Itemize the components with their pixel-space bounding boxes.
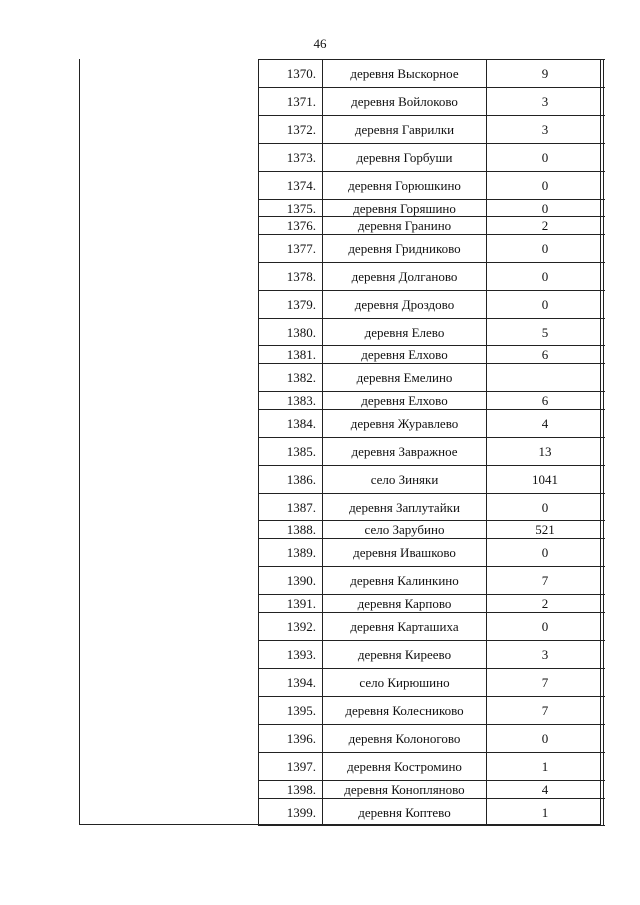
settlement-value: 0 <box>486 494 604 520</box>
row-number: 1393. <box>258 641 322 668</box>
row-number: 1380. <box>258 319 322 345</box>
settlement-value: 6 <box>486 346 604 363</box>
settlement-name: деревня Горбуши <box>322 144 486 171</box>
settlement-value: 3 <box>486 88 604 115</box>
row-number: 1374. <box>258 172 322 199</box>
settlement-name: деревня Конопляново <box>322 781 486 798</box>
table-row <box>258 538 605 566</box>
settlement-name: деревня Заплутайки <box>322 494 486 520</box>
table-row <box>258 465 605 493</box>
settlement-value: 2 <box>486 217 604 234</box>
row-number: 1390. <box>258 567 322 594</box>
table-row <box>258 594 605 612</box>
row-number: 1388. <box>258 521 322 538</box>
settlement-name: деревня Дроздово <box>322 291 486 318</box>
settlement-value: 0 <box>486 235 604 262</box>
row-number: 1399. <box>258 799 322 825</box>
row-number: 1378. <box>258 263 322 290</box>
settlement-value: 2 <box>486 595 604 612</box>
settlement-name: село Зарубино <box>322 521 486 538</box>
settlement-name: село Зиняки <box>322 466 486 493</box>
settlement-name: деревня Ивашково <box>322 539 486 566</box>
settlement-value: 0 <box>486 725 604 752</box>
settlement-value: 1041 <box>486 466 604 493</box>
settlement-name: деревня Гранино <box>322 217 486 234</box>
row-number: 1384. <box>258 410 322 437</box>
row-number: 1377. <box>258 235 322 262</box>
settlement-name: деревня Киреево <box>322 641 486 668</box>
row-number: 1382. <box>258 364 322 391</box>
settlement-value: 7 <box>486 669 604 696</box>
table-row <box>258 345 605 363</box>
table-row <box>258 566 605 594</box>
settlement-value: 0 <box>486 263 604 290</box>
table-row <box>258 668 605 696</box>
settlement-name: село Кирюшино <box>322 669 486 696</box>
settlement-name: деревня Выскорное <box>322 60 486 87</box>
table-row <box>258 437 605 465</box>
settlement-name: деревня Гаврилки <box>322 116 486 143</box>
settlement-value: 9 <box>486 60 604 87</box>
settlement-value: 1 <box>486 799 604 825</box>
table-row <box>258 171 605 199</box>
table-row <box>258 234 605 262</box>
page-number: 46 <box>313 36 327 51</box>
row-number: 1383. <box>258 392 322 409</box>
table-row <box>258 696 605 724</box>
row-number: 1395. <box>258 697 322 724</box>
table-row <box>258 262 605 290</box>
settlement-name: деревня Елхово <box>322 346 486 363</box>
settlement-name: деревня Горяшино <box>322 200 486 216</box>
table-row <box>258 363 605 391</box>
settlement-value: 5 <box>486 319 604 345</box>
settlement-value: 3 <box>486 641 604 668</box>
row-number: 1392. <box>258 613 322 640</box>
settlement-name: деревня Калинкино <box>322 567 486 594</box>
table-row <box>258 752 605 780</box>
settlement-value: 0 <box>486 200 604 216</box>
settlement-value: 0 <box>486 613 604 640</box>
settlement-name: деревня Колесниково <box>322 697 486 724</box>
settlement-value: 4 <box>486 781 604 798</box>
table-row <box>258 798 605 826</box>
settlement-name: деревня Карпово <box>322 595 486 612</box>
table-row <box>258 87 605 115</box>
table-row <box>258 409 605 437</box>
settlement-name: деревня Колоногово <box>322 725 486 752</box>
settlement-value: 13 <box>486 438 604 465</box>
table-row <box>258 612 605 640</box>
row-number: 1397. <box>258 753 322 780</box>
table-row <box>258 780 605 798</box>
settlement-value: 6 <box>486 392 604 409</box>
settlement-value: 0 <box>486 291 604 318</box>
row-number: 1372. <box>258 116 322 143</box>
row-number: 1375. <box>258 200 322 216</box>
row-number: 1379. <box>258 291 322 318</box>
settlement-name: деревня Гридниково <box>322 235 486 262</box>
settlement-value: 1 <box>486 753 604 780</box>
settlement-value: 0 <box>486 144 604 171</box>
table-row <box>258 391 605 409</box>
table-row <box>258 724 605 752</box>
table-row <box>258 115 605 143</box>
settlement-name: деревня Елхово <box>322 392 486 409</box>
settlement-name: деревня Костромино <box>322 753 486 780</box>
row-number: 1396. <box>258 725 322 752</box>
settlement-value: 521 <box>486 521 604 538</box>
row-number: 1385. <box>258 438 322 465</box>
row-number: 1386. <box>258 466 322 493</box>
row-number: 1391. <box>258 595 322 612</box>
settlement-name: деревня Емелино <box>322 364 486 391</box>
row-number: 1376. <box>258 217 322 234</box>
settlement-value: 7 <box>486 567 604 594</box>
settlement-value: 0 <box>486 172 604 199</box>
settlement-name: деревня Завражное <box>322 438 486 465</box>
table-row <box>258 640 605 668</box>
settlement-value: 4 <box>486 410 604 437</box>
row-number: 1394. <box>258 669 322 696</box>
table-row <box>258 290 605 318</box>
settlement-value: 3 <box>486 116 604 143</box>
row-number: 1389. <box>258 539 322 566</box>
settlement-name: деревня Журавлево <box>322 410 486 437</box>
row-number: 1371. <box>258 88 322 115</box>
table-row <box>258 493 605 520</box>
settlement-name: деревня Долганово <box>322 263 486 290</box>
settlement-name: деревня Коптево <box>322 799 486 825</box>
row-number: 1381. <box>258 346 322 363</box>
settlements-table <box>258 0 605 905</box>
settlement-name: деревня Войлоково <box>322 88 486 115</box>
settlement-name: деревня Карташиха <box>322 613 486 640</box>
table-row <box>258 520 605 538</box>
table-row <box>258 59 605 87</box>
row-number: 1370. <box>258 60 322 87</box>
table-row <box>258 216 605 234</box>
table-row <box>258 318 605 345</box>
row-number: 1398. <box>258 781 322 798</box>
settlement-name: деревня Елево <box>322 319 486 345</box>
settlement-name: деревня Горюшкино <box>322 172 486 199</box>
settlement-value: 7 <box>486 697 604 724</box>
table-row <box>258 143 605 171</box>
settlement-value <box>486 364 604 391</box>
row-number: 1387. <box>258 494 322 520</box>
row-number: 1373. <box>258 144 322 171</box>
table-row <box>258 199 605 216</box>
settlement-value: 0 <box>486 539 604 566</box>
